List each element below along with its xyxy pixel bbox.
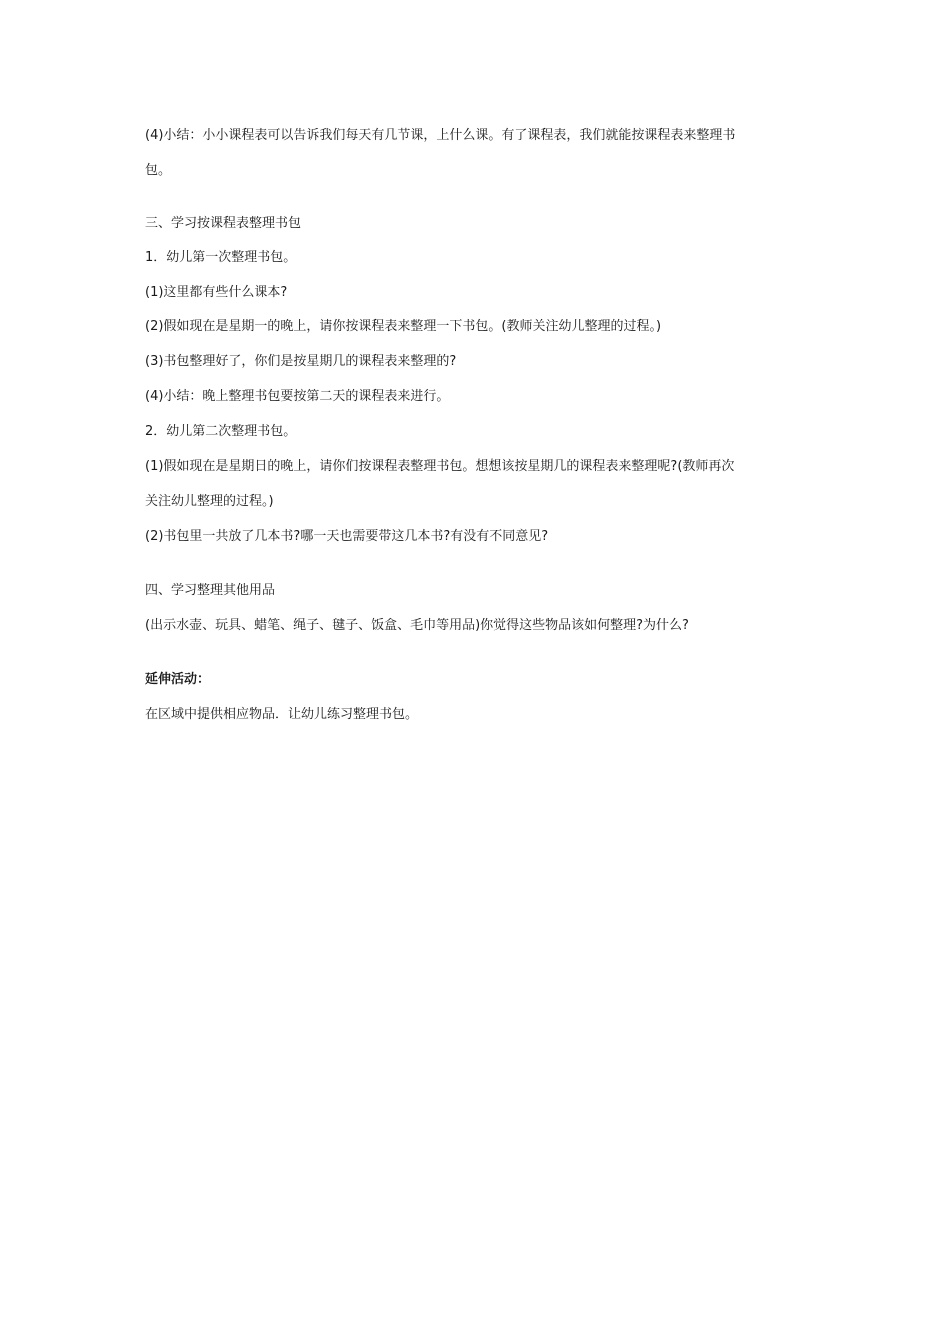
step-2-item-1-cont: 关注幼儿整理的过程。): [145, 494, 274, 509]
step-2-heading: 2．幼儿第二次整理书包。: [145, 424, 297, 439]
step-1-heading: 1．幼儿第一次整理书包。: [145, 250, 297, 265]
section-4-text: (出示水壶、玩具、蜡笔、绳子、毽子、饭盒、毛巾等用品)你觉得这些物品该如何整理?为什么?: [145, 618, 689, 633]
paragraph-summary-4-cont: 包。: [145, 163, 172, 178]
section-heading-4: 四、学习整理其他用品: [145, 583, 276, 598]
step-2-item-2: (2)书包里一共放了几本书?哪一天也需要带这几本书?有没有不同意见?: [145, 529, 549, 544]
step-1-item-2: (2)假如现在是星期一的晚上，请你按课程表来整理一下书包。(教师关注幼儿整理的过程。): [145, 319, 662, 334]
step-1-item-3: (3)书包整理好了，你们是按星期几的课程表来整理的?: [145, 354, 457, 369]
section-heading-3: 三、学习按课程表整理书包: [145, 216, 302, 231]
step-2-item-1: (1)假如现在是星期日的晚上，请你们按课程表整理书包。想想该按星期几的课程表来整理呢?(教师再次: [145, 459, 735, 474]
extension-heading: 延伸活动：: [145, 672, 211, 687]
step-1-item-1: (1)这里都有些什么课本?: [145, 285, 288, 300]
extension-text: 在区域中提供相应物品．让幼儿练习整理书包。: [145, 707, 419, 722]
paragraph-summary-4: (4)小结：小小课程表可以告诉我们每天有几节课，上什么课。有了课程表，我们就能按课程表来整理书: [145, 128, 736, 143]
step-1-item-4: (4)小结：晚上整理书包要按第二天的课程表来进行。: [145, 389, 450, 404]
